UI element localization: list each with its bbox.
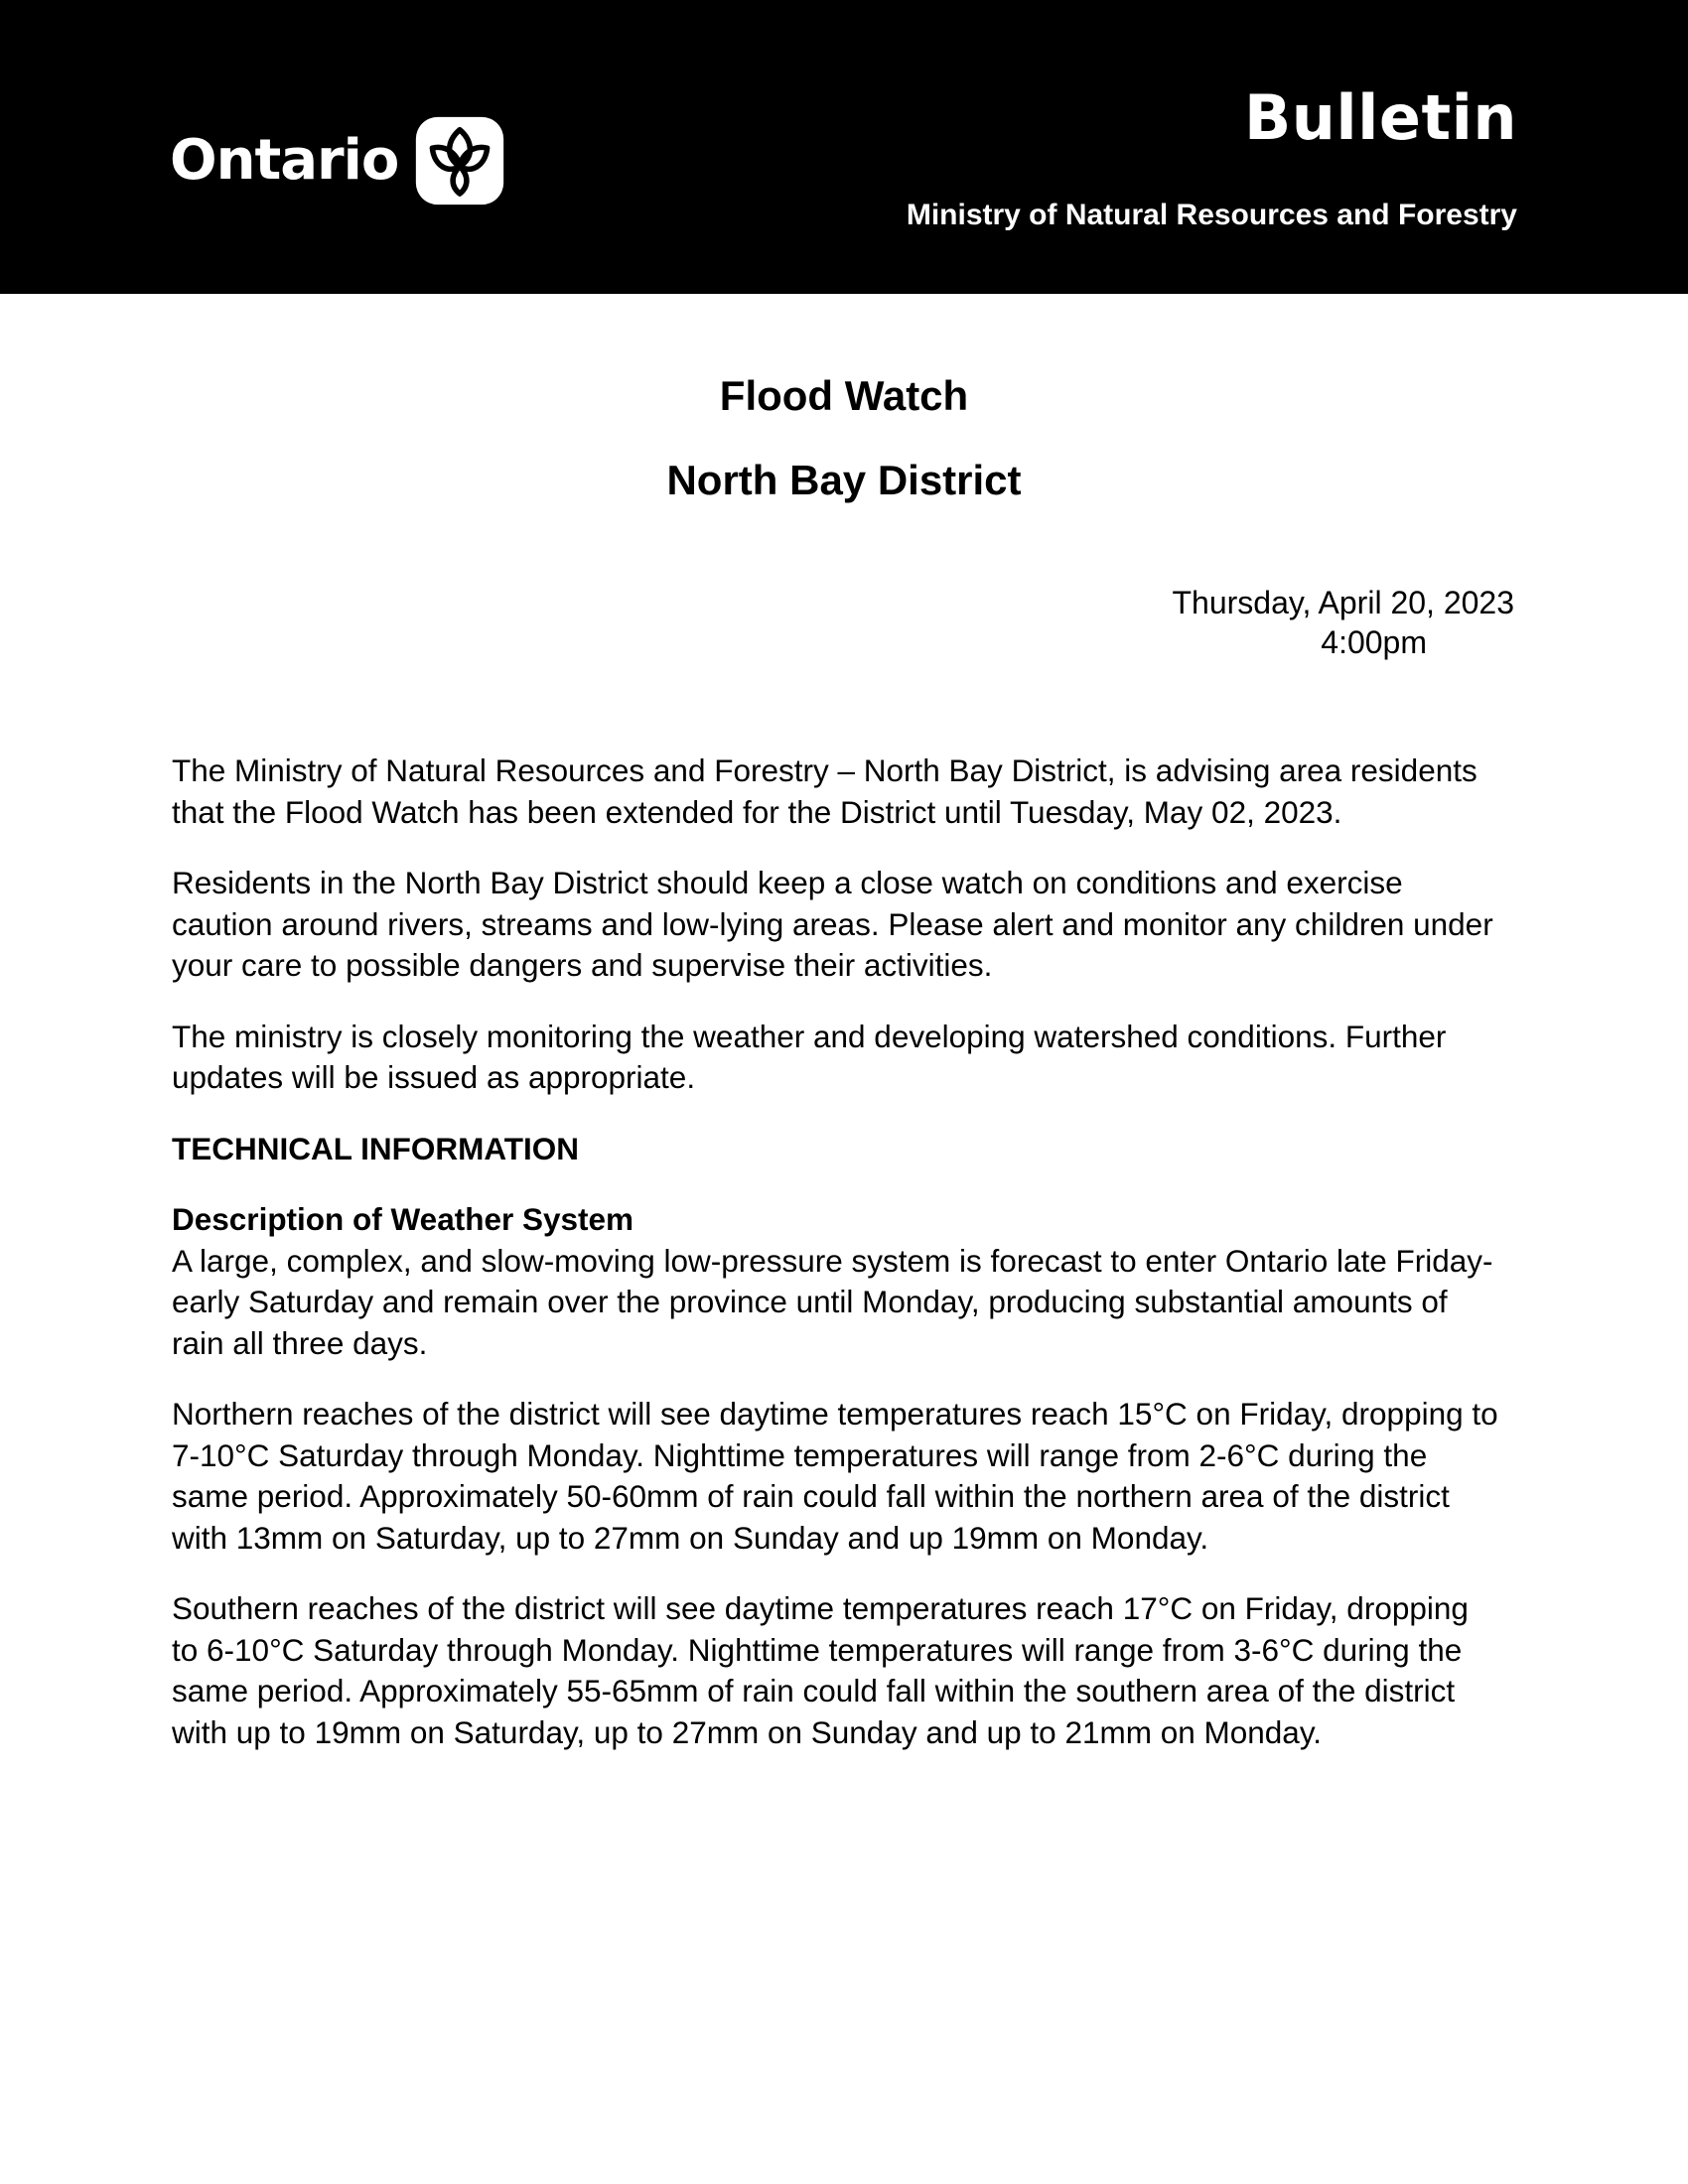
southern-paragraph: Southern reaches of the district will see daytime temperatures reach 17°C on Friday, dropping to 6-10°C Saturday through Monday. Nighttime temperatures will range from 3-6°C during the same period. Approximately 55-65mm of rain could fall within the southern area of the district with up to 19mm on Saturday, up to 27mm on Sunday and up to 21mm on Monday. — [172, 1590, 1469, 1750]
document-title: Flood Watch — [719, 372, 969, 419]
bulletin-header — [0, 0, 1688, 294]
bulletin-body — [172, 751, 1502, 1783]
ontario-logo — [170, 113, 505, 208]
weather-section — [172, 1199, 1502, 1364]
technical-heading: TECHNICAL INFORMATION — [172, 1130, 580, 1166]
weather-heading: Description of Weather System — [172, 1201, 634, 1237]
issue-date-block — [1173, 583, 1515, 662]
document-subtitle: North Bay District — [666, 457, 1022, 503]
trillium-icon — [414, 115, 505, 206]
advisory-paragraph: The Ministry of Natural Resources and Forestry – North Bay District, is advising area residents that the Flood Watch has been extended for the District until Tuesday, May 02, 2023. — [172, 752, 1477, 830]
northern-paragraph: Northern reaches of the district will see daytime temperatures reach 15°C on Friday, dropping to 7-10°C Saturday through Monday. Nighttime temperatures will range from 2-6°C during the same period. Approximately 50-60mm of rain could fall within the northern area of the district with 13mm on Saturday, up to 27mm on Sunday and up 19mm on Monday. — [172, 1396, 1498, 1556]
monitoring-paragraph: The ministry is closely monitoring the weather and developing watershed conditions. Further updates will be issued as appropriate. — [172, 1018, 1447, 1095]
issue-date: Thursday, April 20, 2023 — [1172, 585, 1514, 620]
logo-wordmark: Ontario — [170, 128, 399, 193]
bulletin-label: Bulletin — [1244, 81, 1517, 154]
caution-paragraph: Residents in the North Bay District should keep a close watch on conditions and exercise caution around rivers, streams and low-lying areas. Please alert and monitor any children under your care to possible dangers and supervise their activities. — [172, 865, 1493, 983]
weather-paragraph: A large, complex, and slow-moving low-pressure system is forecast to enter Ontario late Friday-early Saturday and remain over the province until Monday, producing substantial amounts of rain all three days. — [172, 1242, 1493, 1361]
ministry-name: Ministry of Natural Resources and Forestry — [906, 199, 1517, 231]
issue-time: 4:00pm — [1321, 624, 1427, 660]
